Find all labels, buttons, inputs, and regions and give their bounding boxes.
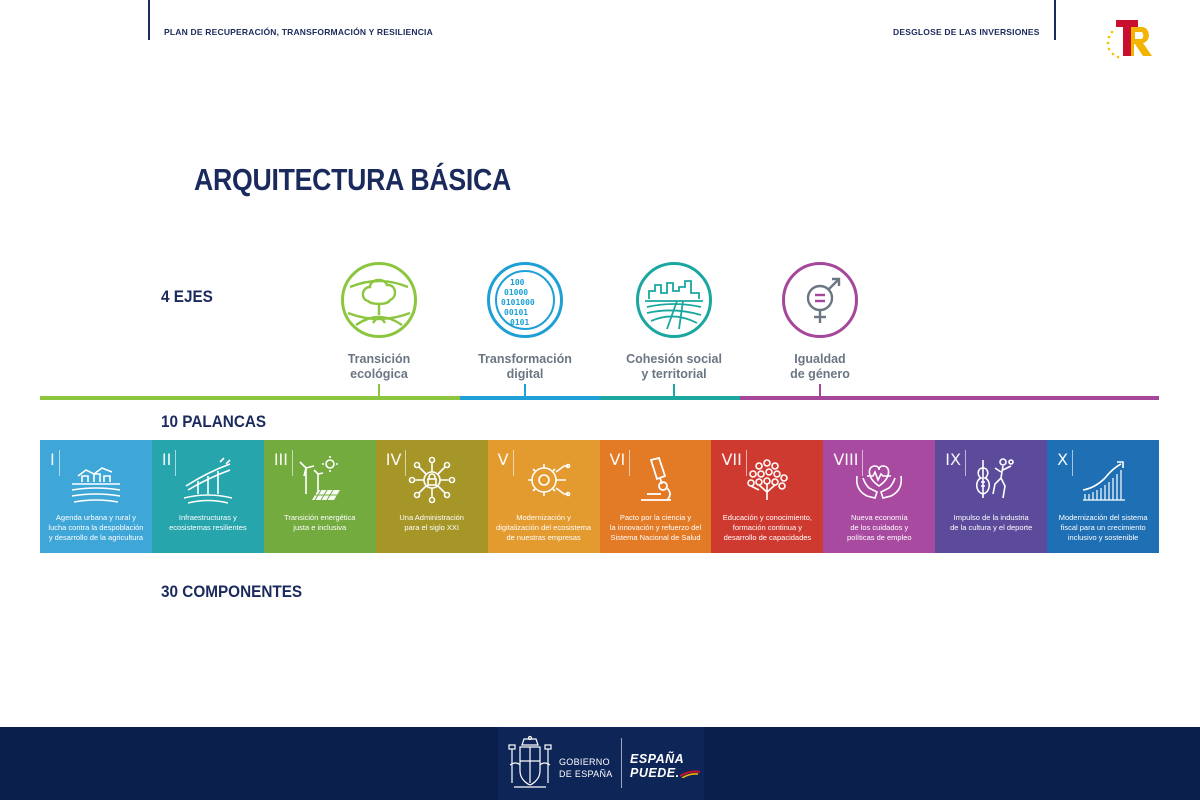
section-label-ejes: 4 EJES bbox=[161, 287, 213, 306]
palanca-description: Agenda urbana y rural y lucha contra la despoblación y desarrollo de la agricultura bbox=[48, 513, 144, 542]
svg-text:0101000: 0101000 bbox=[501, 298, 535, 307]
eje-tick-ecologica bbox=[378, 384, 380, 398]
palanca-number: X bbox=[1057, 450, 1069, 469]
palanca-number: IX bbox=[945, 450, 961, 469]
axis-segment-ecologica bbox=[40, 396, 460, 400]
svg-text:01000: 01000 bbox=[504, 288, 529, 297]
tr-logo-icon bbox=[1104, 14, 1158, 62]
palanca-iv bbox=[376, 440, 488, 553]
page-title: ARQUITECTURA BÁSICA bbox=[194, 162, 511, 197]
eje-tick-digital bbox=[524, 384, 526, 398]
header-plan-title: PLAN DE RECUPERACIÓN, TRANSFORMACIÓN Y RESILIENCIA bbox=[164, 27, 433, 37]
gobierno-de-espana-text: GOBIERNO DE ESPAÑA bbox=[559, 757, 613, 779]
svg-text:100: 100 bbox=[510, 278, 525, 287]
eje-icon-ring bbox=[636, 262, 712, 338]
coat-of-arms-icon bbox=[506, 735, 554, 791]
gear-circuit-icon bbox=[516, 454, 572, 506]
header-divider-right bbox=[1054, 0, 1056, 40]
palanca-vii bbox=[711, 440, 823, 553]
palanca-description: Pacto por la ciencia y la innovación y refuerzo del Sistema Nacional de Salud bbox=[609, 513, 702, 542]
palanca-viii bbox=[823, 440, 935, 553]
palancas-strip bbox=[40, 440, 1159, 553]
eje-icon-ring bbox=[341, 262, 417, 338]
network-lock-icon bbox=[404, 454, 460, 506]
palanca-number: IV bbox=[385, 450, 402, 469]
axis-segment-cohesion bbox=[600, 396, 740, 400]
eje-label: Transición ecológica bbox=[347, 352, 411, 381]
palanca-number: VI bbox=[609, 450, 626, 469]
palanca-ix bbox=[935, 440, 1047, 553]
bridge-icon bbox=[180, 454, 236, 506]
eje-transicion-ecologica bbox=[299, 262, 459, 382]
palanca-number: II bbox=[161, 450, 172, 469]
header-section-title: DESGLOSE DE LAS INVERSIONES bbox=[893, 27, 1040, 37]
svg-text:0101: 0101 bbox=[510, 318, 530, 327]
city-field-icon bbox=[639, 265, 709, 335]
section-label-palancas: 10 PALANCAS bbox=[161, 412, 267, 431]
section-label-componentes: 30 COMPONENTES bbox=[161, 582, 303, 601]
palanca-description: Infraestructuras y ecosistemas resilientes bbox=[169, 513, 247, 532]
axis-segment-igualdad bbox=[740, 396, 1159, 400]
palanca-number: III bbox=[273, 450, 288, 469]
eje-igualdad-genero bbox=[740, 262, 900, 382]
palanca-description: Nueva economía de los cuidados y políticas de empleo bbox=[846, 513, 912, 542]
binary-icon bbox=[490, 265, 560, 335]
eje-tick-igualdad bbox=[819, 384, 821, 398]
growth-chart-icon bbox=[1075, 454, 1131, 506]
footer-divider bbox=[621, 738, 622, 788]
culture-sport-icon bbox=[963, 454, 1019, 506]
eje-label: Igualdad de género bbox=[790, 352, 850, 381]
eje-label: Transformación digital bbox=[478, 352, 572, 381]
palanca-description: Impulso de la industria de la cultura y el deporte bbox=[950, 513, 1033, 532]
tree-icon bbox=[344, 265, 414, 335]
town-field-icon bbox=[68, 454, 124, 506]
eje-tick-cohesion bbox=[673, 384, 675, 398]
header-divider-left bbox=[148, 0, 150, 40]
palanca-iii bbox=[264, 440, 376, 553]
spain-flag-swoosh-icon bbox=[680, 770, 700, 778]
palanca-description: Modernización del sistema fiscal para un crecimiento inclusivo y sostenible bbox=[1058, 513, 1148, 542]
axis-segment-digital bbox=[460, 396, 600, 400]
espana-puede-logo: ESPAÑA PUEDE. bbox=[630, 752, 685, 780]
palanca-description: Una Administración para el siglo XXI bbox=[399, 513, 464, 532]
knowledge-tree-icon bbox=[739, 454, 795, 506]
palanca-vi bbox=[600, 440, 712, 553]
palanca-description: Modernización y digitalización del ecosistema de nuestras empresas bbox=[496, 513, 592, 542]
eje-label: Cohesión social y territorial bbox=[626, 352, 722, 381]
solar-wind-icon bbox=[292, 454, 348, 506]
palanca-number: V bbox=[497, 450, 509, 469]
svg-text:00101: 00101 bbox=[504, 308, 529, 317]
palanca-ii bbox=[152, 440, 264, 553]
microscope-icon bbox=[627, 454, 683, 506]
palanca-v bbox=[488, 440, 600, 553]
palanca-description: Transición energética justa e inclusiva bbox=[284, 513, 356, 532]
eje-cohesion-social bbox=[594, 262, 754, 382]
eje-icon-ring bbox=[782, 262, 858, 338]
palanca-number: VIII bbox=[833, 450, 859, 469]
palanca-x bbox=[1047, 440, 1159, 553]
care-heart-icon bbox=[851, 454, 907, 506]
gender-equality-icon bbox=[785, 265, 855, 335]
palanca-description: Educación y conocimiento, formación continua y desarrollo de capacidades bbox=[722, 513, 812, 542]
palanca-number: VII bbox=[721, 450, 742, 469]
eje-icon-ring bbox=[487, 262, 563, 338]
eje-transformacion-digital bbox=[445, 262, 605, 382]
palanca-number: I bbox=[50, 450, 55, 469]
palanca-i bbox=[40, 440, 152, 553]
